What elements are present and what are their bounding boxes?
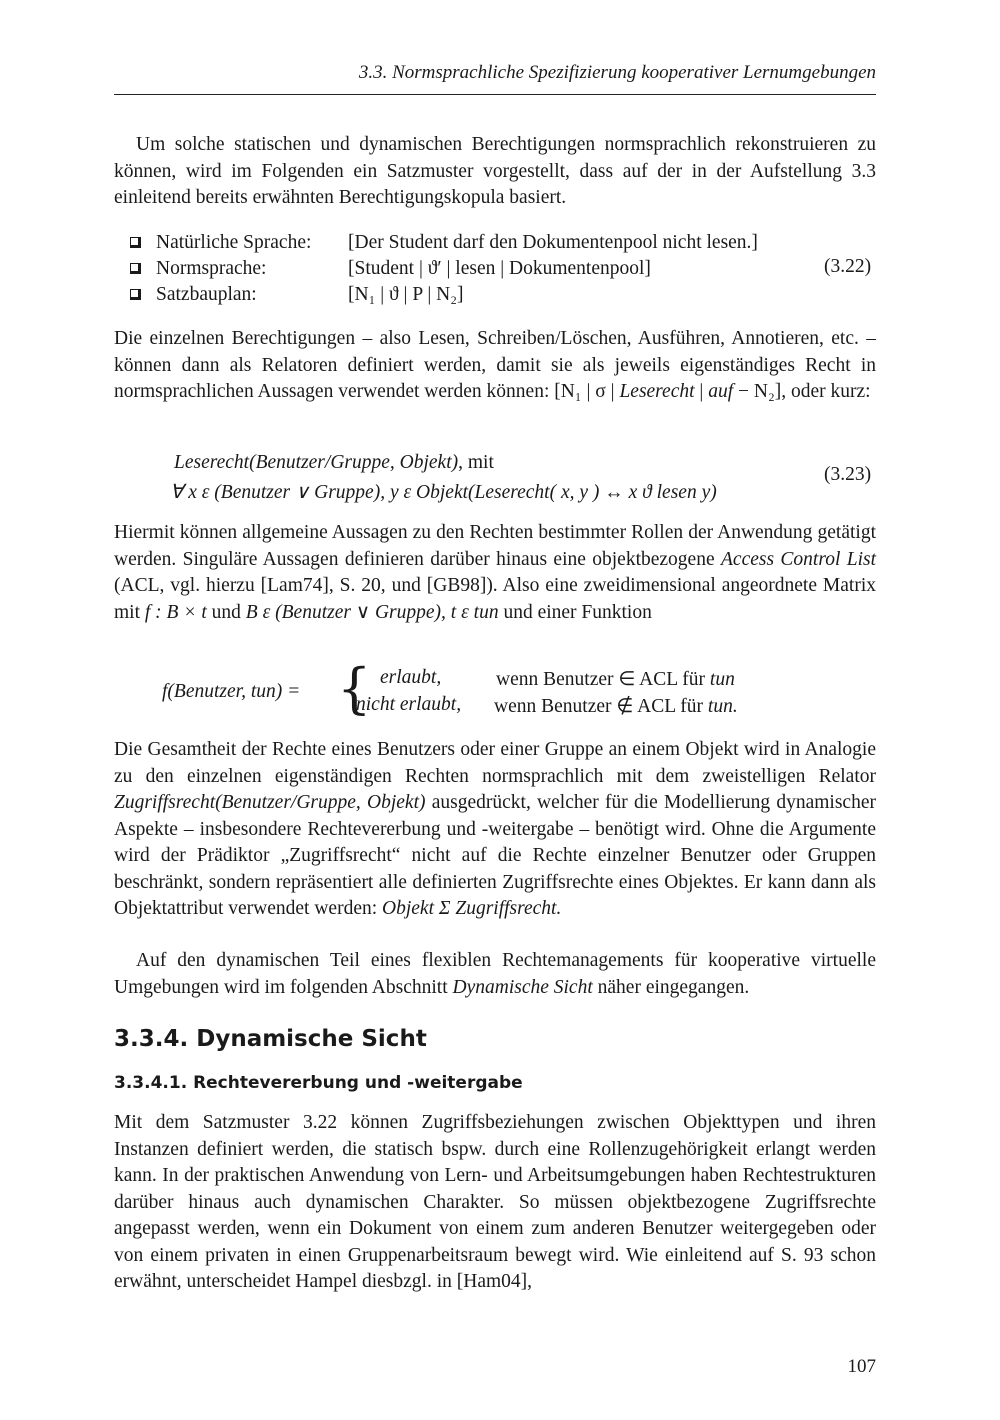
running-head: 3.3. Normsprachliche Spezifizierung kooperativer Lernumgebungen	[358, 62, 876, 83]
text-run: Objekt Σ Zugriffsrecht.	[382, 898, 562, 919]
checkbox-bullet-icon	[130, 263, 141, 274]
text-run: f : B × t	[144, 601, 207, 623]
text-run: wenn Benutzer ∈ ACL für	[496, 669, 710, 690]
bullet-list	[130, 230, 876, 308]
bullet-label: Normsprache:	[156, 258, 267, 279]
text-run: − N₂], oder kurz:	[733, 381, 871, 402]
text-run: (ACL, vgl. hierzu [Lam74], S. 20, und [GB98]). Also eine zweidimensional angeordnete Matrix mit	[114, 575, 876, 623]
bullet-value: [N₁ | ϑ | P | N₂]	[348, 284, 464, 305]
list-item	[130, 256, 876, 282]
equation-line: ∀ x ε (Benutzer ∨ Gruppe), y ε Objekt(Leserecht( x, y ) ↔ x ϑ lesen y)	[170, 482, 717, 503]
subsection-heading: 3.3.4.1. Rechtevererbung und -weitergabe	[114, 1073, 523, 1093]
paragraph-dynamic	[114, 948, 876, 1001]
text-run: Die Gesamtheit der Rechte eines Benutzers oder einer Gruppe an einem Objekt wird in Analogie zu den einzelnen eigenständigen Rechten normsprachlich mit dem zweistelligen Relator	[114, 739, 876, 787]
paragraph-zugriffsrecht	[114, 737, 876, 923]
text-run: Zugriffsrecht(Benutzer/Gruppe, Objekt)	[114, 792, 426, 813]
equation-number: (3.22)	[824, 256, 872, 277]
paragraph-satzmuster: Mit dem Satzmuster 3.22 können Zugriffsbeziehungen zwischen Objekttypen und ihren Instanzen definiert werden, die statisch bspw. durch eine Rollenzugehörigkeit erlangt werden kann. In der praktischen Anwendung von Lern- und Arbeitsumgebungen haben Rechtestrukturen darüber hinaus auch dynamischen Charakter. So müssen objektbezogene Zugriffsrechte angepasst werden, wenn ein Dokument von einem zum anderen Benutzer weitergegeben oder von einem privaten in einen Gruppenarbeitsraum bewegt wird. Wie einleitend auf S. 93 schon erwähnt, unterscheidet Hampel diesbzgl. in [Ham04],	[114, 1112, 876, 1292]
text-run: wenn Benutzer ∉ ACL für	[494, 696, 708, 717]
checkbox-bullet-icon	[130, 289, 141, 300]
case-condition	[494, 694, 738, 718]
page-number: 107	[847, 1356, 876, 1377]
text-run: |	[694, 381, 709, 402]
text-run: und einer Funktion	[498, 601, 652, 623]
bullet-label: Natürliche Sprache:	[156, 232, 312, 253]
paragraph-acl	[114, 520, 876, 626]
text-run: Access Control List	[721, 548, 877, 570]
equation-line	[174, 452, 494, 474]
text-run: näher eingegangen.	[592, 976, 750, 998]
text-run: und	[206, 601, 246, 623]
case-value: nicht erlaubt,	[356, 694, 462, 715]
math-text: , mit	[458, 452, 494, 473]
text-run: Dynamische Sicht	[452, 976, 593, 998]
text-run: Auf den dynamischen Teil eines flexiblen Rechtemanagements für kooperative virtuelle Umgebungen wird im folgenden Abschnitt	[114, 950, 876, 998]
equation-number: (3.23)	[824, 464, 872, 485]
case-condition	[496, 667, 735, 691]
piecewise-lhs: f(Benutzer, tun) =	[162, 681, 301, 702]
math-expression: Leserecht(Benutzer/Gruppe, Objekt)	[174, 452, 459, 473]
paragraph-relators	[114, 326, 876, 406]
text-run: Leserecht	[619, 381, 695, 402]
bullet-label: Satzbauplan:	[156, 284, 257, 305]
bullet-value: [Student | ϑ′ | lesen | Dokumentenpool]	[348, 258, 651, 279]
checkbox-bullet-icon	[130, 237, 141, 248]
case-value: erlaubt,	[380, 667, 442, 688]
paragraph-intro: Um solche statischen und dynamischen Berechtigungen normsprachlich rekonstruieren zu können, wird im Folgenden ein Satzmuster vorgestellt, dass auf der in der Aufstellung 3.3 einleitend bereits erwähnten Berechtigungskopula basiert.	[114, 134, 876, 208]
text-run: tun.	[707, 696, 738, 717]
list-item	[130, 230, 876, 256]
bullet-value: [Der Student darf den Dokumentenpool nicht lesen.]	[348, 232, 758, 253]
text-run: Hiermit können allgemeine Aussagen zu den Rechten bestimmter Rollen der Anwendung getätigt werden. Singuläre Aussagen definieren darüber hinaus eine objektbezogene	[114, 522, 876, 570]
text-run: B ε (Benutzer ∨ Gruppe), t ε tun	[245, 601, 499, 623]
brace-icon: {	[337, 657, 372, 720]
text-run: auf	[708, 381, 734, 402]
text-run: tun	[709, 669, 735, 690]
header-rule	[114, 94, 876, 95]
list-item	[130, 282, 876, 308]
section-heading: 3.3.4. Dynamische Sicht	[114, 1026, 427, 1052]
text-run: Die einzelnen Berechtigungen – also Lesen, Schreiben/Löschen, Ausführen, Annotieren, etc. – können dann als Relatoren definiert werden, damit sie als jeweils eigenständiges Recht in normsprachlichen Aussagen verwendet werden können: [N₁ | σ |	[114, 328, 876, 402]
text-run: ausgedrückt, welcher für die Modellierung dynamischer Aspekte – insbesondere Rechtevererbung und -weitergabe – benötigt wird. Ohne die Argumente wird der Prädiktor „Zugriffsrecht“ nicht auf die Rechte einzelner Benutzer oder Gruppen beschränkt, sondern repräsentiert alle definierten Zugriffsrechte eines Objektes. Er kann dann als Objektattribut verwendet werden:	[114, 792, 876, 919]
